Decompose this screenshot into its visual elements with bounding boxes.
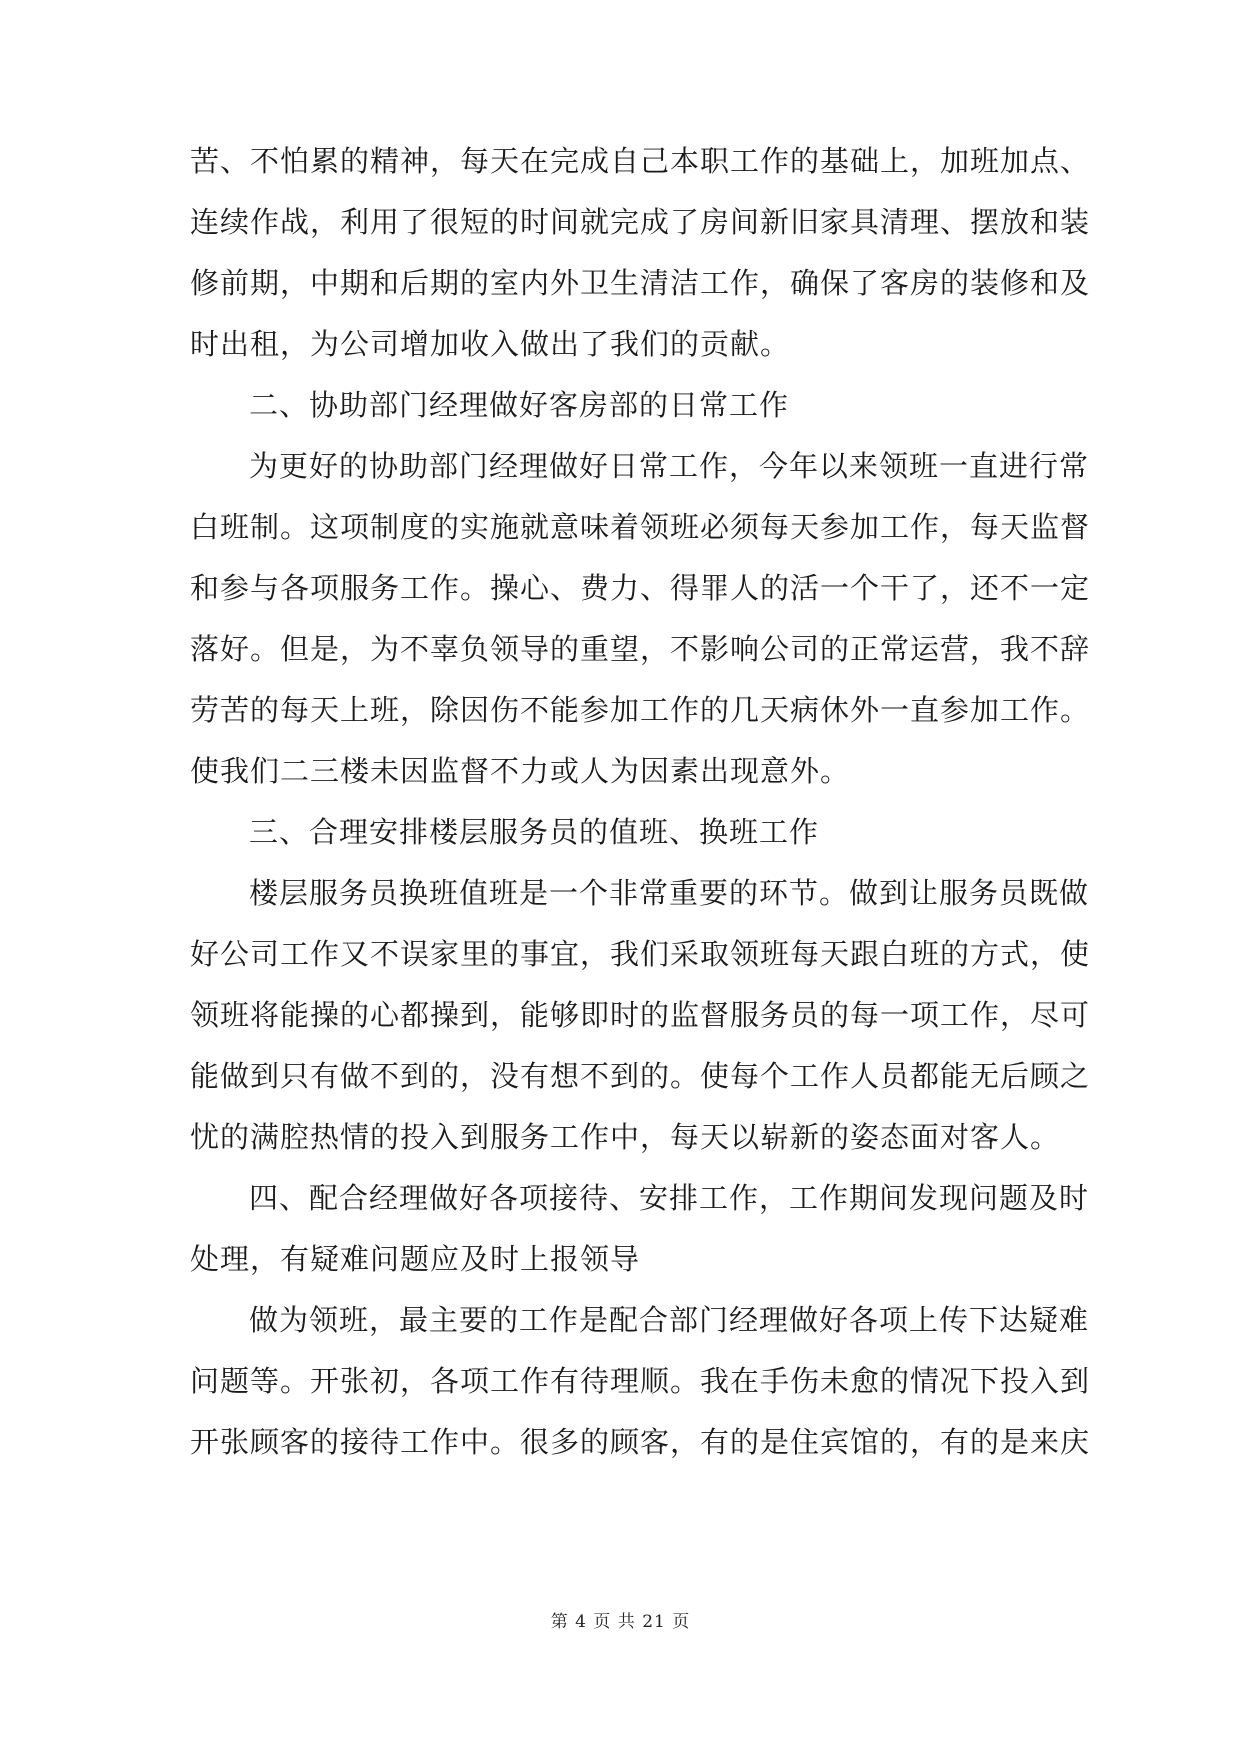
- section-heading: 二、协助部门经理做好客房部的日常工作: [249, 388, 790, 422]
- text-line: 能做到只有做不到的，没有想不到的。使每个工作人员都能无后顾之: [190, 1059, 1091, 1093]
- text-line: 修前期，中期和后期的室内外卫生清洁工作，确保了客房的装修和及: [190, 266, 1091, 300]
- text-line: 白班制。这项制度的实施就意味着领班必须每天参加工作，每天监督: [190, 510, 1091, 544]
- page-number-footer: 第 4 页 共 21 页: [550, 1612, 691, 1632]
- text-line: 做为领班，最主要的工作是配合部门经理做好各项上传下达疑难: [249, 1303, 1090, 1337]
- text-line: 为更好的协助部门经理做好日常工作，今年以来领班一直进行常: [249, 449, 1090, 483]
- text-line: 和参与各项服务工作。操心、费力、得罪人的活一个干了，还不一定: [190, 571, 1091, 605]
- text-line: 好公司工作又不误家里的事宜，我们采取领班每天跟白班的方式，使: [190, 937, 1091, 971]
- text-line: 领班将能操的心都操到，能够即时的监督服务员的每一项工作，尽可: [190, 998, 1091, 1032]
- text-line: 苦、不怕累的精神，每天在完成自己本职工作的基础上，加班加点、: [190, 144, 1091, 178]
- text-line: 使我们二三楼未因监督不力或人为因素出现意外。: [190, 754, 851, 788]
- text-line: 落好。但是，为不辜负领导的重望，不影响公司的正常运营，我不辞: [190, 632, 1091, 666]
- text-line: 连续作战，利用了很短的时间就完成了房间新旧家具清理、摆放和装: [190, 205, 1091, 239]
- section-heading: 三、合理安排楼层服务员的值班、换班工作: [249, 815, 820, 849]
- text-line: 忧的满腔热情的投入到服务工作中，每天以崭新的姿态面对客人。: [190, 1120, 1061, 1154]
- section-heading: 四、配合经理做好各项接待、安排工作，工作期间发现问题及时: [249, 1181, 1090, 1215]
- text-line: 开张顾客的接待工作中。很多的顾客，有的是住宾馆的，有的是来庆: [190, 1425, 1091, 1459]
- text-line: 时出租，为公司增加收入做出了我们的贡献。: [190, 327, 791, 361]
- section-heading-continued: 处理，有疑难问题应及时上报领导: [190, 1242, 641, 1276]
- text-line: 楼层服务员换班值班是一个非常重要的环节。做到让服务员既做: [249, 876, 1090, 910]
- text-line: 劳苦的每天上班，除因伤不能参加工作的几天病休外一直参加工作。: [190, 693, 1091, 727]
- text-line: 问题等。开张初，各项工作有待理顺。我在手伤未愈的情况下投入到: [190, 1364, 1091, 1398]
